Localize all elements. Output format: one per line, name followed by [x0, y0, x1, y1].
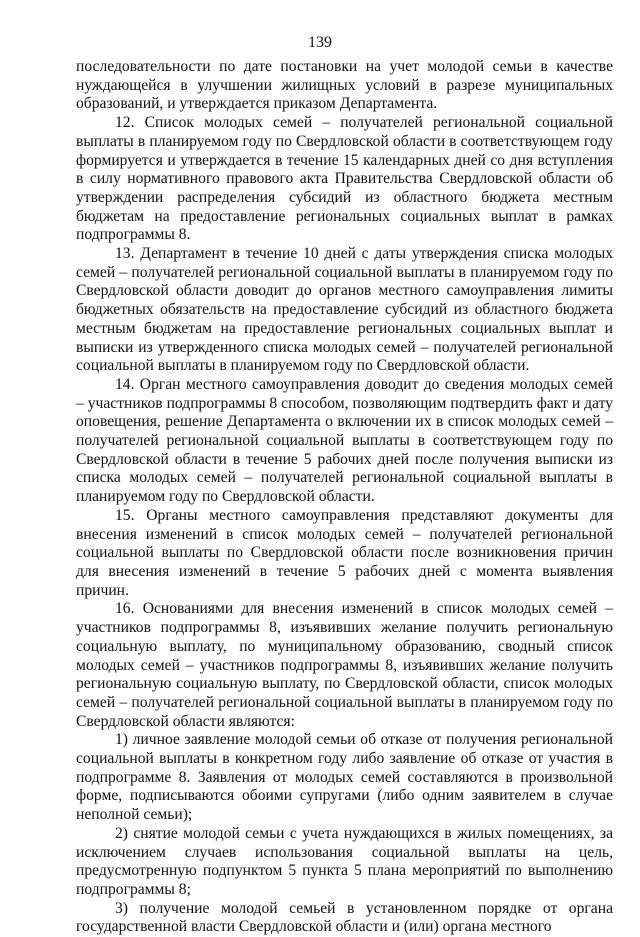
subitem-2: 2) снятие молодой семьи с учета нуждающихся в жилых помещениях, за исключением случаев использования социальной выплаты на цель, предусмотренную подпунктом 5 пункта 5 плана мероприятий по выполнению подпрограммы 8; — [76, 824, 613, 898]
paragraph-item-16: 16. Основаниями для внесения изменений в список молодых семей – участников подпрограммы 8, изъявивших желание получить региональную социальную выплату, по муниципальному образованию, сводный список молодых семей – участников подпрограммы 8, изъявивших желание получить региональную социальную выплату, по Свердловской области, список молодых семей – получателей региональной социальной выплаты в планируемом году по Свердловской области являются: — [76, 600, 613, 730]
page-number: 139 — [308, 34, 332, 51]
paragraph-item-12: 12. Список молодых семей – получателей региональной социальной выплаты в планируемом году по Свердловской области в соответствующем году формируется и утверждается в течение 15 календарных дней со дня вступления в силу нормативного правового акта Правительства Свердловской области об утверждении распределения субсидий из областного бюджета местным бюджетам на предоставление региональных социальных выплат в рамках подпрограммы 8. — [76, 114, 613, 244]
document-body — [76, 58, 613, 937]
paragraph-item-15: 15. Органы местного самоуправления представляют документы для внесения изменений в список молодых семей – получателей региональной социальной выплаты по Свердловской области после возникновения причин для внесения изменений в течение 5 рабочих дней с момента выявления причин. — [76, 506, 613, 599]
paragraph-item-13: 13. Департамент в течение 10 дней с даты утверждения списка молодых семей – получателей региональной социальной выплаты в планируемом году по Свердловской области доводит до органов местного самоуправления лимиты бюджетных обязательств на предоставление субсидий из областного бюджета местным бюджетам на предоставление региональных социальных выплат и выписки из утвержденного списка молодых семей – получателей региональной социальной выплаты в планируемом году по Свердловской области. — [76, 245, 613, 375]
paragraph-continuation: последовательности по дате постановки на учет молодой семьи в качестве нуждающейся в улучшении жилищных условий в разрезе муниципальных образований, и утверждается приказом Департамента. — [76, 58, 613, 113]
subitem-1: 1) личное заявление молодой семьи об отказе от получения региональной социальной выплаты в конкретном году либо заявление об отказе от участия в подпрограмме 8. Заявления от молодых семей составляются в произвольной форме, подписываются обоими супругами (либо одним заявителем в случае неполной семьи); — [76, 731, 613, 824]
subitem-3: 3) получение молодой семьей в установленном порядке от органа государственной власти Свердловской области и (или) органа местного — [76, 899, 613, 936]
paragraph-item-14: 14. Орган местного самоуправления доводит до сведения молодых семей – участников подпрограммы 8 способом, позволяющим подтвердить факт и дату оповещения, решение Департамента о включении их в список молодых семей – получателей региональной социальной выплаты в соответствующем году по Свердловской области в течение 5 рабочих дней после получения выписки из списка молодых семей – получателей региональной социальной выплаты в планируемом году по Свердловской области. — [76, 375, 613, 506]
